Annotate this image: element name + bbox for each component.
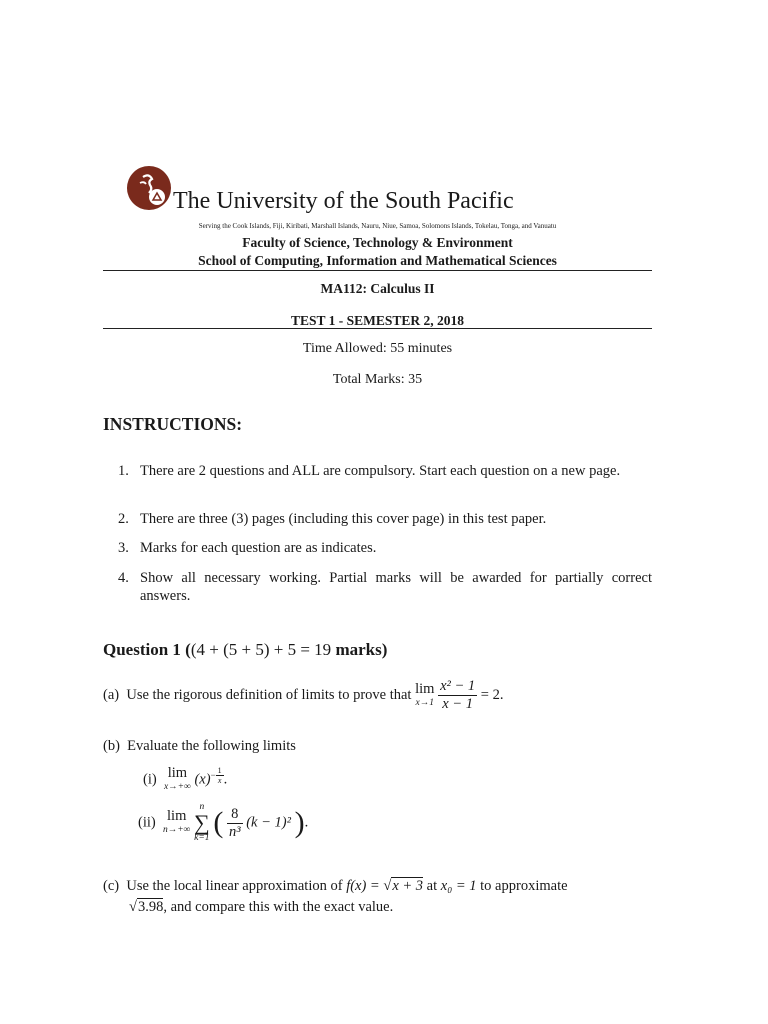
question-1a xyxy=(103,678,503,713)
sum-lower: k=1 xyxy=(194,833,210,843)
instruction-item xyxy=(118,462,652,480)
question-1c-line2: √3.98, and compare this with the exact value. xyxy=(129,899,394,915)
university-name: The University of the South Pacific xyxy=(173,188,514,214)
faculty-name: Faculty of Science, Technology & Environment xyxy=(242,235,513,250)
sqrt-argument: x + 3 xyxy=(392,878,424,894)
question-1-heading xyxy=(103,640,387,660)
instruction-number: 1. xyxy=(118,463,129,479)
university-logo xyxy=(126,165,172,211)
question-1b-i: (i) lim x→+∞ $(x)^{- \frac{1}{x}}$ . xyxy=(143,765,228,793)
header-divider xyxy=(103,270,652,271)
sigma-icon: ∑ xyxy=(194,810,210,835)
part-label: (a) xyxy=(103,686,120,703)
question-1b-ii: (ii) lim n→+∞ n ∑ k=1 ( $\frac{8}{\text{n³}}$ (k − 1)² ). xyxy=(138,802,309,843)
exponent-denominator: x xyxy=(217,776,222,785)
expression: (x) xyxy=(194,771,211,788)
instruction-number: 2. xyxy=(118,511,129,527)
lim-subscript: x→1 xyxy=(415,697,434,708)
limit xyxy=(415,682,434,710)
instructions-heading: INSTRUCTIONS: xyxy=(103,414,243,434)
exponent-numerator: 1 xyxy=(217,766,222,775)
time-allowed: Time Allowed: 55 minutes xyxy=(302,341,453,356)
numerator: 8 xyxy=(227,806,243,824)
fraction xyxy=(227,806,243,841)
part-text: Evaluate the following limits xyxy=(127,738,296,754)
part-text: Use the local linear approximation of xyxy=(126,878,343,894)
question-label: Question 1 ( xyxy=(103,640,191,659)
question-1b xyxy=(103,738,296,755)
lim-word: lim xyxy=(415,680,435,697)
instruction-text: There are three (3) pages (including this cover page) in this test paper. xyxy=(140,511,547,527)
school-name: School of Computing, Information and Mathematical Sciences xyxy=(198,253,557,268)
end-mark: . xyxy=(223,771,228,788)
subpart-label: (ii) xyxy=(138,814,156,831)
limit xyxy=(164,766,191,794)
part-text: Use the rigorous definition of limits to prove that xyxy=(126,686,412,703)
test-title: TEST 1 - SEMESTER 2, 2018 xyxy=(290,313,465,328)
test-divider xyxy=(103,328,652,329)
summation xyxy=(194,802,210,844)
x0-value: x₀ = 1 xyxy=(440,878,477,894)
part-text-2: to approximate xyxy=(480,878,568,894)
part-label: (b) xyxy=(103,738,120,754)
numerator: x² − 1 xyxy=(440,678,476,694)
instruction-text: Show all necessary working. Partial marks will be awarded for partially correct answers. xyxy=(140,570,652,604)
lim-subscript: n→+∞ xyxy=(162,825,191,835)
marks-word: marks) xyxy=(335,640,388,659)
serving-countries: Serving the Cook Islands, Fiji, Kiribati, Marshall Islands, Nauru, Niue, Samoa, Solomons Islands, Tokelau, Tonga, and Vanuatu xyxy=(198,222,557,230)
instruction-number: 4. xyxy=(118,570,129,586)
at-word: at xyxy=(426,878,438,894)
course-title: MA112: Calculus II xyxy=(320,281,435,296)
lim-word: lim xyxy=(167,765,188,782)
result: = 2. xyxy=(480,686,504,703)
instruction-text: There are 2 questions and ALL are compulsory. Start each question on a new page. xyxy=(140,463,621,479)
instruction-item xyxy=(118,569,652,605)
total-marks: Total Marks: 35 xyxy=(332,372,423,387)
term: (k − 1)² xyxy=(246,814,291,831)
sum-upper: n xyxy=(199,802,205,812)
instruction-text: Marks for each question are as indicates. xyxy=(140,540,377,556)
denominator: x − 1 xyxy=(442,696,473,712)
question-1c: (c) Use the local linear approximation of f(x) = √x + 3 at x₀ = 1 to approximate xyxy=(103,878,568,894)
function: f(x) = xyxy=(346,878,380,894)
marks-expression: (4 + (5 + 5) + 5 = 19 xyxy=(190,640,332,659)
instruction-number: 3. xyxy=(118,540,129,556)
instruction-item xyxy=(118,510,652,528)
lim-subscript: x→+∞ xyxy=(163,782,191,793)
instruction-item xyxy=(118,539,652,557)
sqrt-value: 3.98 xyxy=(137,899,164,915)
fraction xyxy=(438,678,477,713)
lim-word: lim xyxy=(167,808,187,824)
denominator: n³ xyxy=(228,823,241,840)
end-mark: . xyxy=(304,814,309,831)
subpart-label: (i) xyxy=(143,771,157,788)
part-label: (c) xyxy=(103,878,120,894)
part-text-3: , and compare this with the exact value. xyxy=(163,899,394,915)
limit xyxy=(163,809,190,837)
